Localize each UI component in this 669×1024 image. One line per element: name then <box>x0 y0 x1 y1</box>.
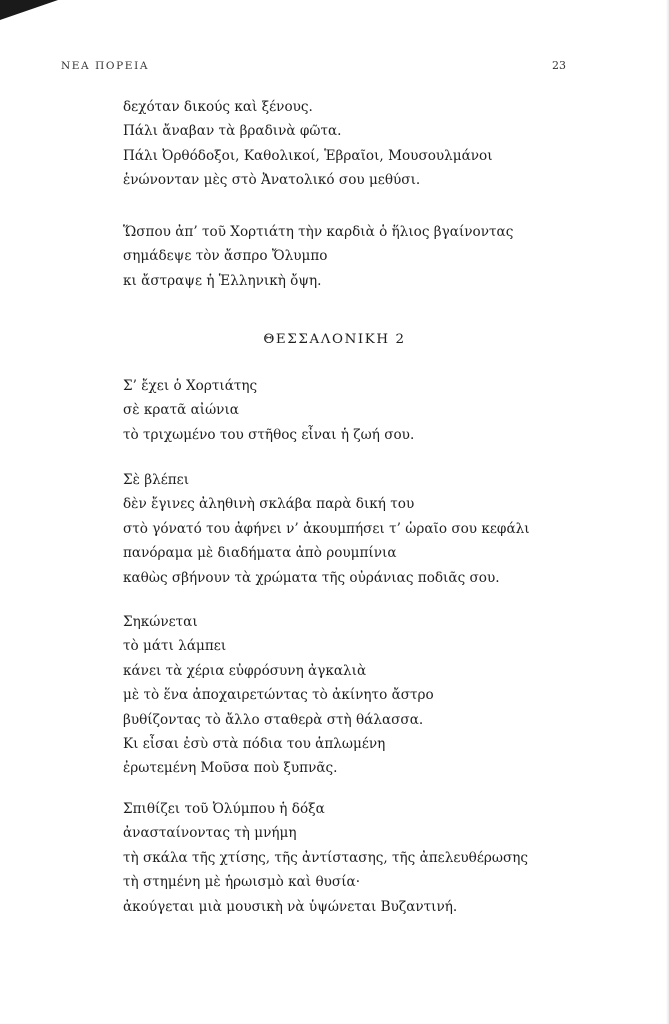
stanza <box>123 797 528 919</box>
scan-corner-mark <box>0 0 58 20</box>
verse-line: δὲν ἔγινες ἀληθινὴ σκλάβα παρὰ δική του <box>123 496 415 513</box>
verse-line: τὴ στημένη μὲ ἡρωισμὸ καὶ θυσία· <box>123 874 361 891</box>
verse-line: σημάδεψε τὸν ἄσπρο Ὄλυμπο <box>123 248 328 265</box>
verse-line: Σ’ ἔχει ὁ Χορτιάτης <box>123 378 258 394</box>
verse-line: κι ἄστραψε ἡ Ἑλληνικὴ ὄψη. <box>123 272 322 289</box>
stanza <box>123 610 434 781</box>
running-head: ΝΕΑ ΠΟΡΕΙΑ <box>61 60 149 72</box>
verse-line: ἑνώνονταν μὲς στὸ Ἀνατολικό σου μεθύσι. <box>123 172 421 189</box>
stanza <box>123 468 530 590</box>
stanza <box>123 374 414 447</box>
verse-line: ἀκούγεται μιὰ μουσικὴ νὰ ὑψώνεται Βυζαντινή. <box>123 898 458 915</box>
verse-line: βυθίζοντας τὸ ἄλλο σταθερὰ στὴ θάλασσα. <box>123 711 424 728</box>
verse-line: τὴ σκάλα τῆς χτίσης, τῆς ἀντίστασης, τῆς ἀπελευθέρωσης <box>123 849 528 866</box>
verse-line: τὸ μάτι λάμπει <box>123 638 227 655</box>
page-number: 23 <box>552 59 566 72</box>
verse-line: ἐρωτεμένη Μοῦσα ποὺ ξυπνᾶς. <box>123 760 338 777</box>
verse-line: κάνει τὰ χέρια εὐφρόσυνη ἀγκαλιὰ <box>123 662 367 679</box>
verse-line: Πάλι Ὀρθόδοξοι, Καθολικοί, Ἑβραῖοι, Μουσουλμάνοι <box>123 147 493 164</box>
verse-line: Σπιθίζει τοῦ Ὀλύμπου ἡ δόξα <box>123 801 325 817</box>
verse-line: ἀνασταίνοντας τὴ μνήμη <box>123 825 297 842</box>
poem-title: ΘΕΣΣΑΛΟΝΙΚΗ 2 <box>263 332 406 347</box>
verse-line: στὸ γόνατό του ἀφήνει ν’ ἀκουμπήσει τ’ ὡραῖο σου κεφάλι <box>123 520 530 537</box>
verse-line: πανόραμα μὲ διαδήματα ἀπὸ ρουμπίνια <box>123 545 397 562</box>
verse-line: Σηκώνεται <box>123 614 198 630</box>
verse-line: δεχόταν δικούς καὶ ξένους. <box>123 99 313 115</box>
verse-line: καθὼς σβήνουν τὰ χρώματα τῆς οὐράνιας ποδιᾶς σου. <box>123 569 500 586</box>
verse-line: τὸ τριχωμένο του στῆθος εἶναι ἡ ζωή σου. <box>123 426 415 443</box>
stanza <box>123 95 493 193</box>
verse-line: Ὥσπου ἀπ’ τοῦ Χορτιάτη τὴν καρδιὰ ὁ ἥλιος βγαίνοντας <box>123 224 514 240</box>
verse-line: Κι εἶσαι ἐσὺ στὰ πόδια του ἁπλωμένη <box>123 735 386 752</box>
verse-line: Σὲ βλέπει <box>123 472 190 488</box>
verse-line: μὲ τὸ ἕνα ἀποχαιρετώντας τὸ ἀκίνητο ἄστρο <box>123 687 434 704</box>
verse-line: Πάλι ἄναβαν τὰ βραδινὰ φῶτα. <box>123 123 342 140</box>
stanza <box>123 220 513 293</box>
verse-line: σὲ κρατᾶ αἰώνια <box>123 402 239 419</box>
